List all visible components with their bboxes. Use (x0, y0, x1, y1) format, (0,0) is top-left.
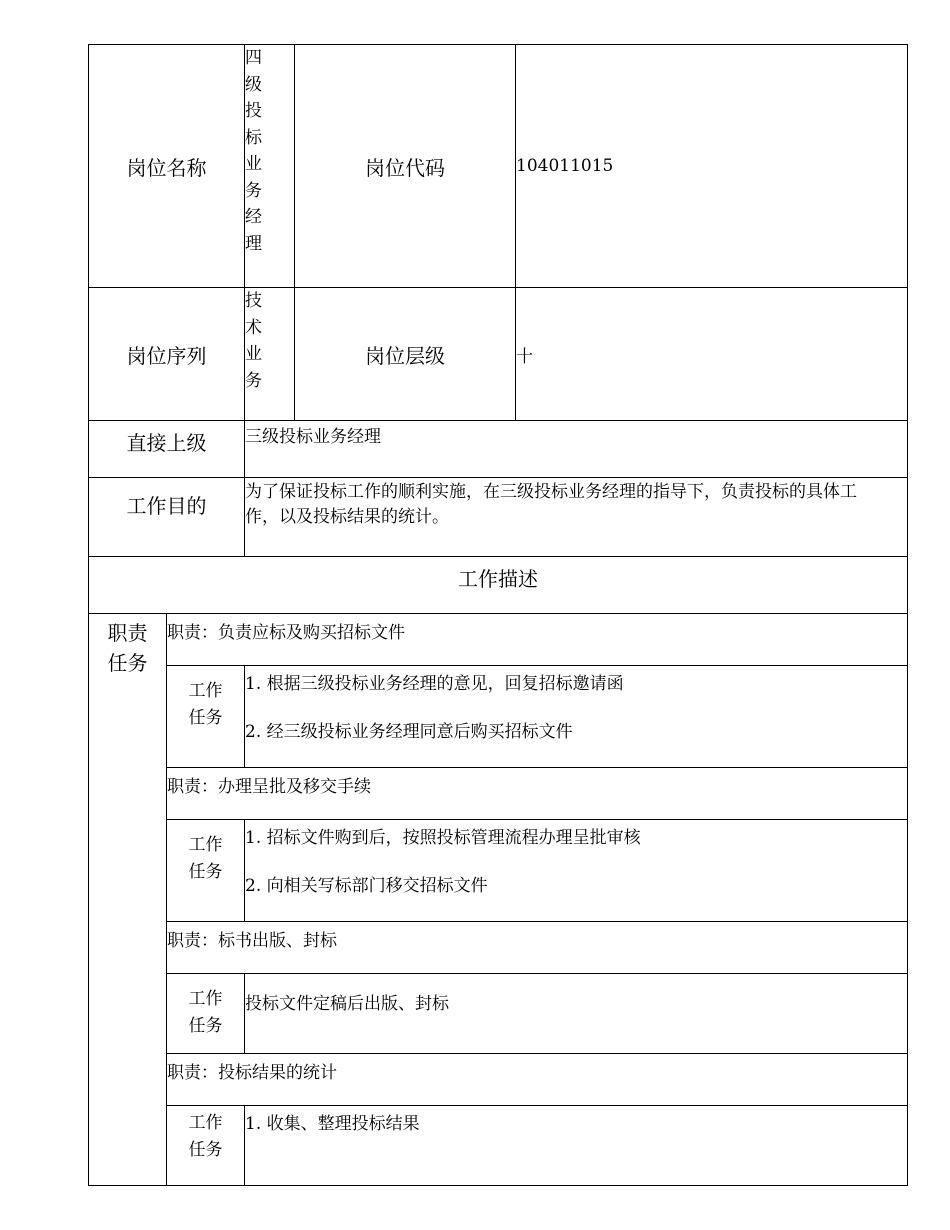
task-label: 工作任务 (167, 666, 245, 768)
post-name-value: 四级投标业务经理 (245, 45, 295, 288)
duty-title: 职责：办理呈批及移交手续 (167, 768, 908, 820)
superior-value: 三级投标业务经理 (245, 421, 908, 478)
purpose-label: 工作目的 (89, 478, 245, 557)
task-item: 投标文件定稿后出版、封标 (245, 994, 449, 1014)
job-description-table (88, 44, 908, 1186)
post-level-label: 岗位层级 (295, 288, 516, 421)
duty-title: 职责：负责应标及购买招标文件 (167, 614, 908, 666)
task-item: 1. 招标文件购到后，按照投标管理流程办理呈批审核 (245, 828, 641, 848)
task-item: 2. 经三级投标业务经理同意后购买招标文件 (245, 722, 573, 742)
post-seq-label: 岗位序列 (89, 288, 245, 421)
duty-task-label: 职责任务 (89, 614, 167, 1186)
task-item: 1. 根据三级投标业务经理的意见，回复招标邀请函 (245, 674, 624, 694)
task-list (245, 974, 908, 1054)
post-level-value: 十 (516, 288, 908, 421)
duty-title: 职责：标书出版、封标 (167, 922, 908, 974)
post-code-label: 岗位代码 (295, 45, 516, 288)
purpose-value: 为了保证投标工作的顺利实施，在三级投标业务经理的指导下，负责投标的具体工作，以及投标结果的统计。 (245, 478, 908, 557)
post-name-label: 岗位名称 (89, 45, 245, 288)
task-list (245, 666, 908, 768)
superior-label: 直接上级 (89, 421, 245, 478)
task-list (245, 1106, 908, 1186)
post-seq-value: 技术业务 (245, 288, 295, 421)
task-item: 2. 向相关写标部门移交招标文件 (245, 876, 488, 896)
post-code-value: 104011015 (516, 45, 908, 288)
job-description-document (88, 44, 907, 1186)
task-label: 工作任务 (167, 1106, 245, 1186)
work-description-title: 工作描述 (89, 557, 908, 614)
task-list (245, 820, 908, 922)
duty-title: 职责：投标结果的统计 (167, 1054, 908, 1106)
task-label: 工作任务 (167, 820, 245, 922)
task-item: 1. 收集、整理投标结果 (245, 1114, 420, 1134)
task-label: 工作任务 (167, 974, 245, 1054)
